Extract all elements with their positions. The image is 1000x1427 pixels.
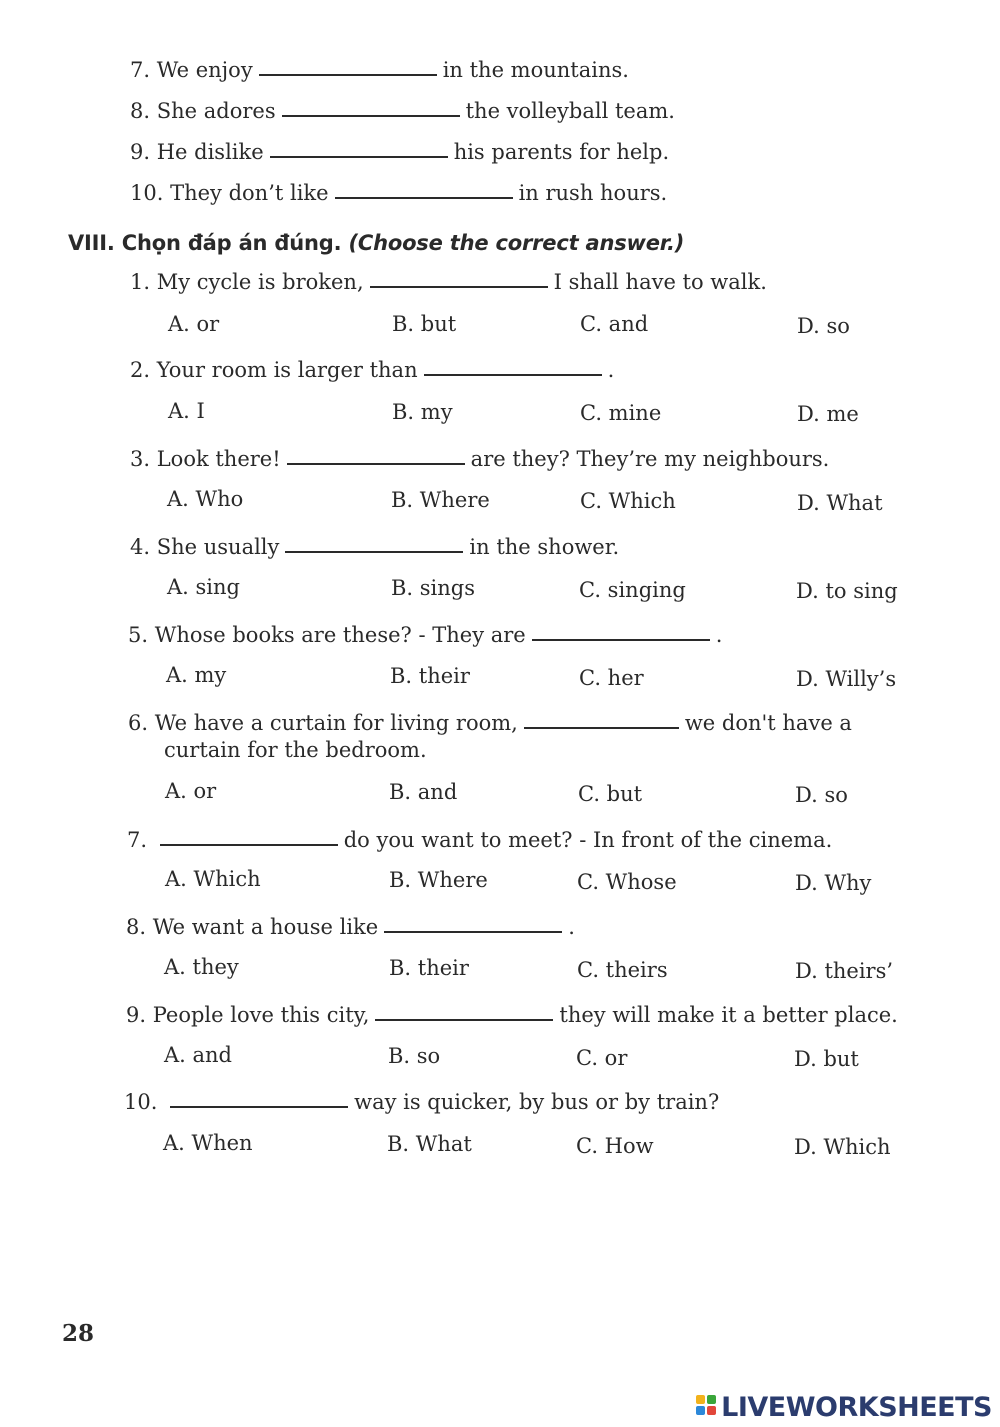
option-b[interactable]: B. What [387, 1132, 472, 1156]
option-c[interactable]: C. Whose [577, 870, 677, 894]
section-heading: VIII. Chọn đáp án đúng. (Choose the correct answer.) [68, 231, 685, 255]
option-c[interactable]: C. How [576, 1134, 654, 1158]
liveworksheets-logo-icon [696, 1395, 718, 1419]
question: 1. My cycle is broken, I shall have to walk. [130, 270, 767, 294]
option-b[interactable]: B. their [389, 956, 469, 980]
option-b[interactable]: B. Where [389, 868, 488, 892]
top-item: 10. They don’t like in rush hours. [130, 181, 668, 205]
option-d[interactable]: D. to sing [796, 579, 898, 603]
answer-blank[interactable] [424, 374, 602, 376]
top-item: 9. He dislike his parents for help. [130, 140, 670, 164]
top-item: 7. We enjoy in the mountains. [130, 58, 629, 82]
answer-blank[interactable] [287, 463, 465, 465]
option-c[interactable]: C. and [580, 312, 649, 336]
brand-watermark: LIVEWORKSHEETS [696, 1392, 992, 1422]
option-c[interactable]: C. theirs [577, 958, 668, 982]
option-a[interactable]: A. and [164, 1043, 233, 1067]
answer-blank[interactable] [160, 844, 338, 846]
option-d[interactable]: D. so [795, 783, 848, 807]
option-a[interactable]: A. When [163, 1131, 253, 1155]
answer-blank[interactable] [384, 931, 562, 933]
question: 9. People love this city, they will make it a better place. [126, 1003, 898, 1027]
option-a[interactable]: A. they [164, 955, 239, 979]
option-d[interactable]: D. me [797, 402, 859, 426]
question: 3. Look there! are they? They’re my neighbours. [130, 447, 830, 471]
option-d[interactable]: D. Willy’s [796, 667, 897, 691]
option-b[interactable]: B. their [390, 664, 470, 688]
answer-blank[interactable] [270, 156, 448, 158]
option-b[interactable]: B. but [392, 312, 457, 336]
answer-blank[interactable] [524, 727, 679, 729]
answer-blank[interactable] [335, 197, 513, 199]
answer-blank[interactable] [370, 286, 548, 288]
option-d[interactable]: D. Why [795, 871, 872, 895]
option-a[interactable]: A. Who [167, 487, 244, 511]
question: 2. Your room is larger than . [130, 358, 615, 382]
option-d[interactable]: D. theirs’ [795, 959, 894, 983]
option-b[interactable]: B. sings [391, 576, 476, 600]
option-c[interactable]: C. her [579, 666, 644, 690]
question: 7. do you want to meet? - In front of the cinema. [127, 828, 833, 852]
answer-blank[interactable] [375, 1019, 553, 1021]
option-c[interactable]: C. or [576, 1046, 628, 1070]
option-b[interactable]: B. and [389, 780, 458, 804]
option-b[interactable]: B. so [388, 1044, 441, 1068]
answer-blank[interactable] [282, 115, 460, 117]
answer-blank[interactable] [532, 639, 710, 641]
question: 6. We have a curtain for living room, we don't have a [128, 711, 852, 735]
top-item: 8. She adores the volleyball team. [130, 99, 675, 123]
option-d[interactable]: D. What [797, 491, 883, 515]
option-a[interactable]: A. or [168, 312, 220, 336]
option-c[interactable]: C. but [578, 782, 643, 806]
option-c[interactable]: C. Which [580, 489, 676, 513]
option-b[interactable]: B. Where [391, 488, 490, 512]
answer-blank[interactable] [170, 1106, 348, 1108]
option-b[interactable]: B. my [392, 400, 453, 424]
answer-blank[interactable] [285, 551, 463, 553]
option-d[interactable]: D. so [797, 314, 850, 338]
question: 8. We want a house like . [126, 915, 575, 939]
page-number: 28 [62, 1320, 95, 1347]
option-a[interactable]: A. I [168, 399, 205, 423]
option-d[interactable]: D. but [794, 1047, 859, 1071]
option-a[interactable]: A. sing [167, 575, 240, 599]
question: 10. way is quicker, by bus or by train? [124, 1090, 720, 1114]
option-a[interactable]: A. or [165, 779, 217, 803]
option-a[interactable]: A. Which [165, 867, 261, 891]
option-c[interactable]: C. singing [579, 578, 686, 602]
question: 4. She usually in the shower. [130, 535, 620, 559]
question: 5. Whose books are these? - They are . [128, 623, 723, 647]
option-d[interactable]: D. Which [794, 1135, 891, 1159]
answer-blank[interactable] [259, 74, 437, 76]
option-c[interactable]: C. mine [580, 401, 662, 425]
question-continuation: curtain for the bedroom. [164, 738, 427, 762]
option-a[interactable]: A. my [166, 663, 227, 687]
